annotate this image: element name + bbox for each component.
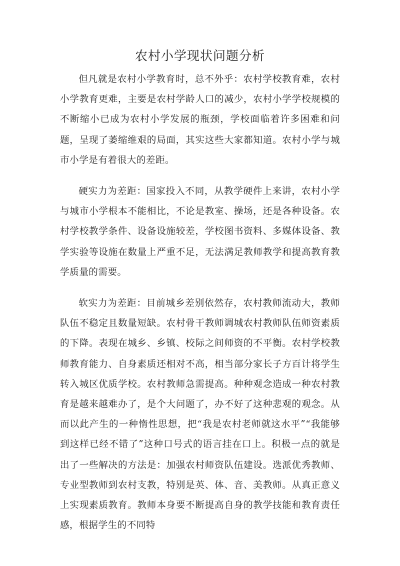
paragraph-soft-power: 软实力为差距：目前城乡差别依然存，农村教师流动大，教师队伍不稳定且数量短缺。农村骨干教师调城农村教师队伍师资素质的下降。表现在城乡、乡镇、校际之间师资的不平衡。农村学校教师教育能力、自身素质还相对不高，相当部分家长子方百计将学生转入城区优质学校。农村教师急需提高。种种观念造成一种农村教育是越来越难办了，是个大问题了，办不好了这种悲观的观念。从而以此产生的一种惰性思想，把“我是农村老师就这水平”“我能够到这样已经不错了”这种口号式的语言挂在口上。积极一点的就是出了一些解决的方法是：加强农村师资队伍建设。选派优秀教师、专业型教师到农村支教，特别是英、体、音、美教师。从真正意义上实现素质教育。教师本身要不断提高自身的教学技能和教育责任感，根据学生的不同特 [60, 298, 340, 532]
document-title: 农村小学现状问题分析 [134, 48, 265, 63]
document-body [60, 70, 340, 536]
paragraph-intro: 但凡就是农村小学教育时，总不外乎：农村学校教育难，农村小学教育更难，主要是农村学龄人口的减少，农村小学学校规模的不断缩小已成为农村小学发展的瓶颈，学校面临着许多困难和问题，呈现了萎缩维艰的局面，其实这些大家都知道。农村小学与城市小学是有着很大的差距。 [60, 74, 340, 166]
paragraph-hard-power: 硬实力为差距：国家投入不同，从教学硬件上来讲，农村小学与城市小学根本不能相比，不论是教室、操场，还是各种设备。农村学校教学条件、设备设施较差，学校图书资料、多媒体设备、教学实验等设施在数量上严重不足，无法满足教师教学和提高教育教学质量的需要。 [60, 186, 340, 278]
